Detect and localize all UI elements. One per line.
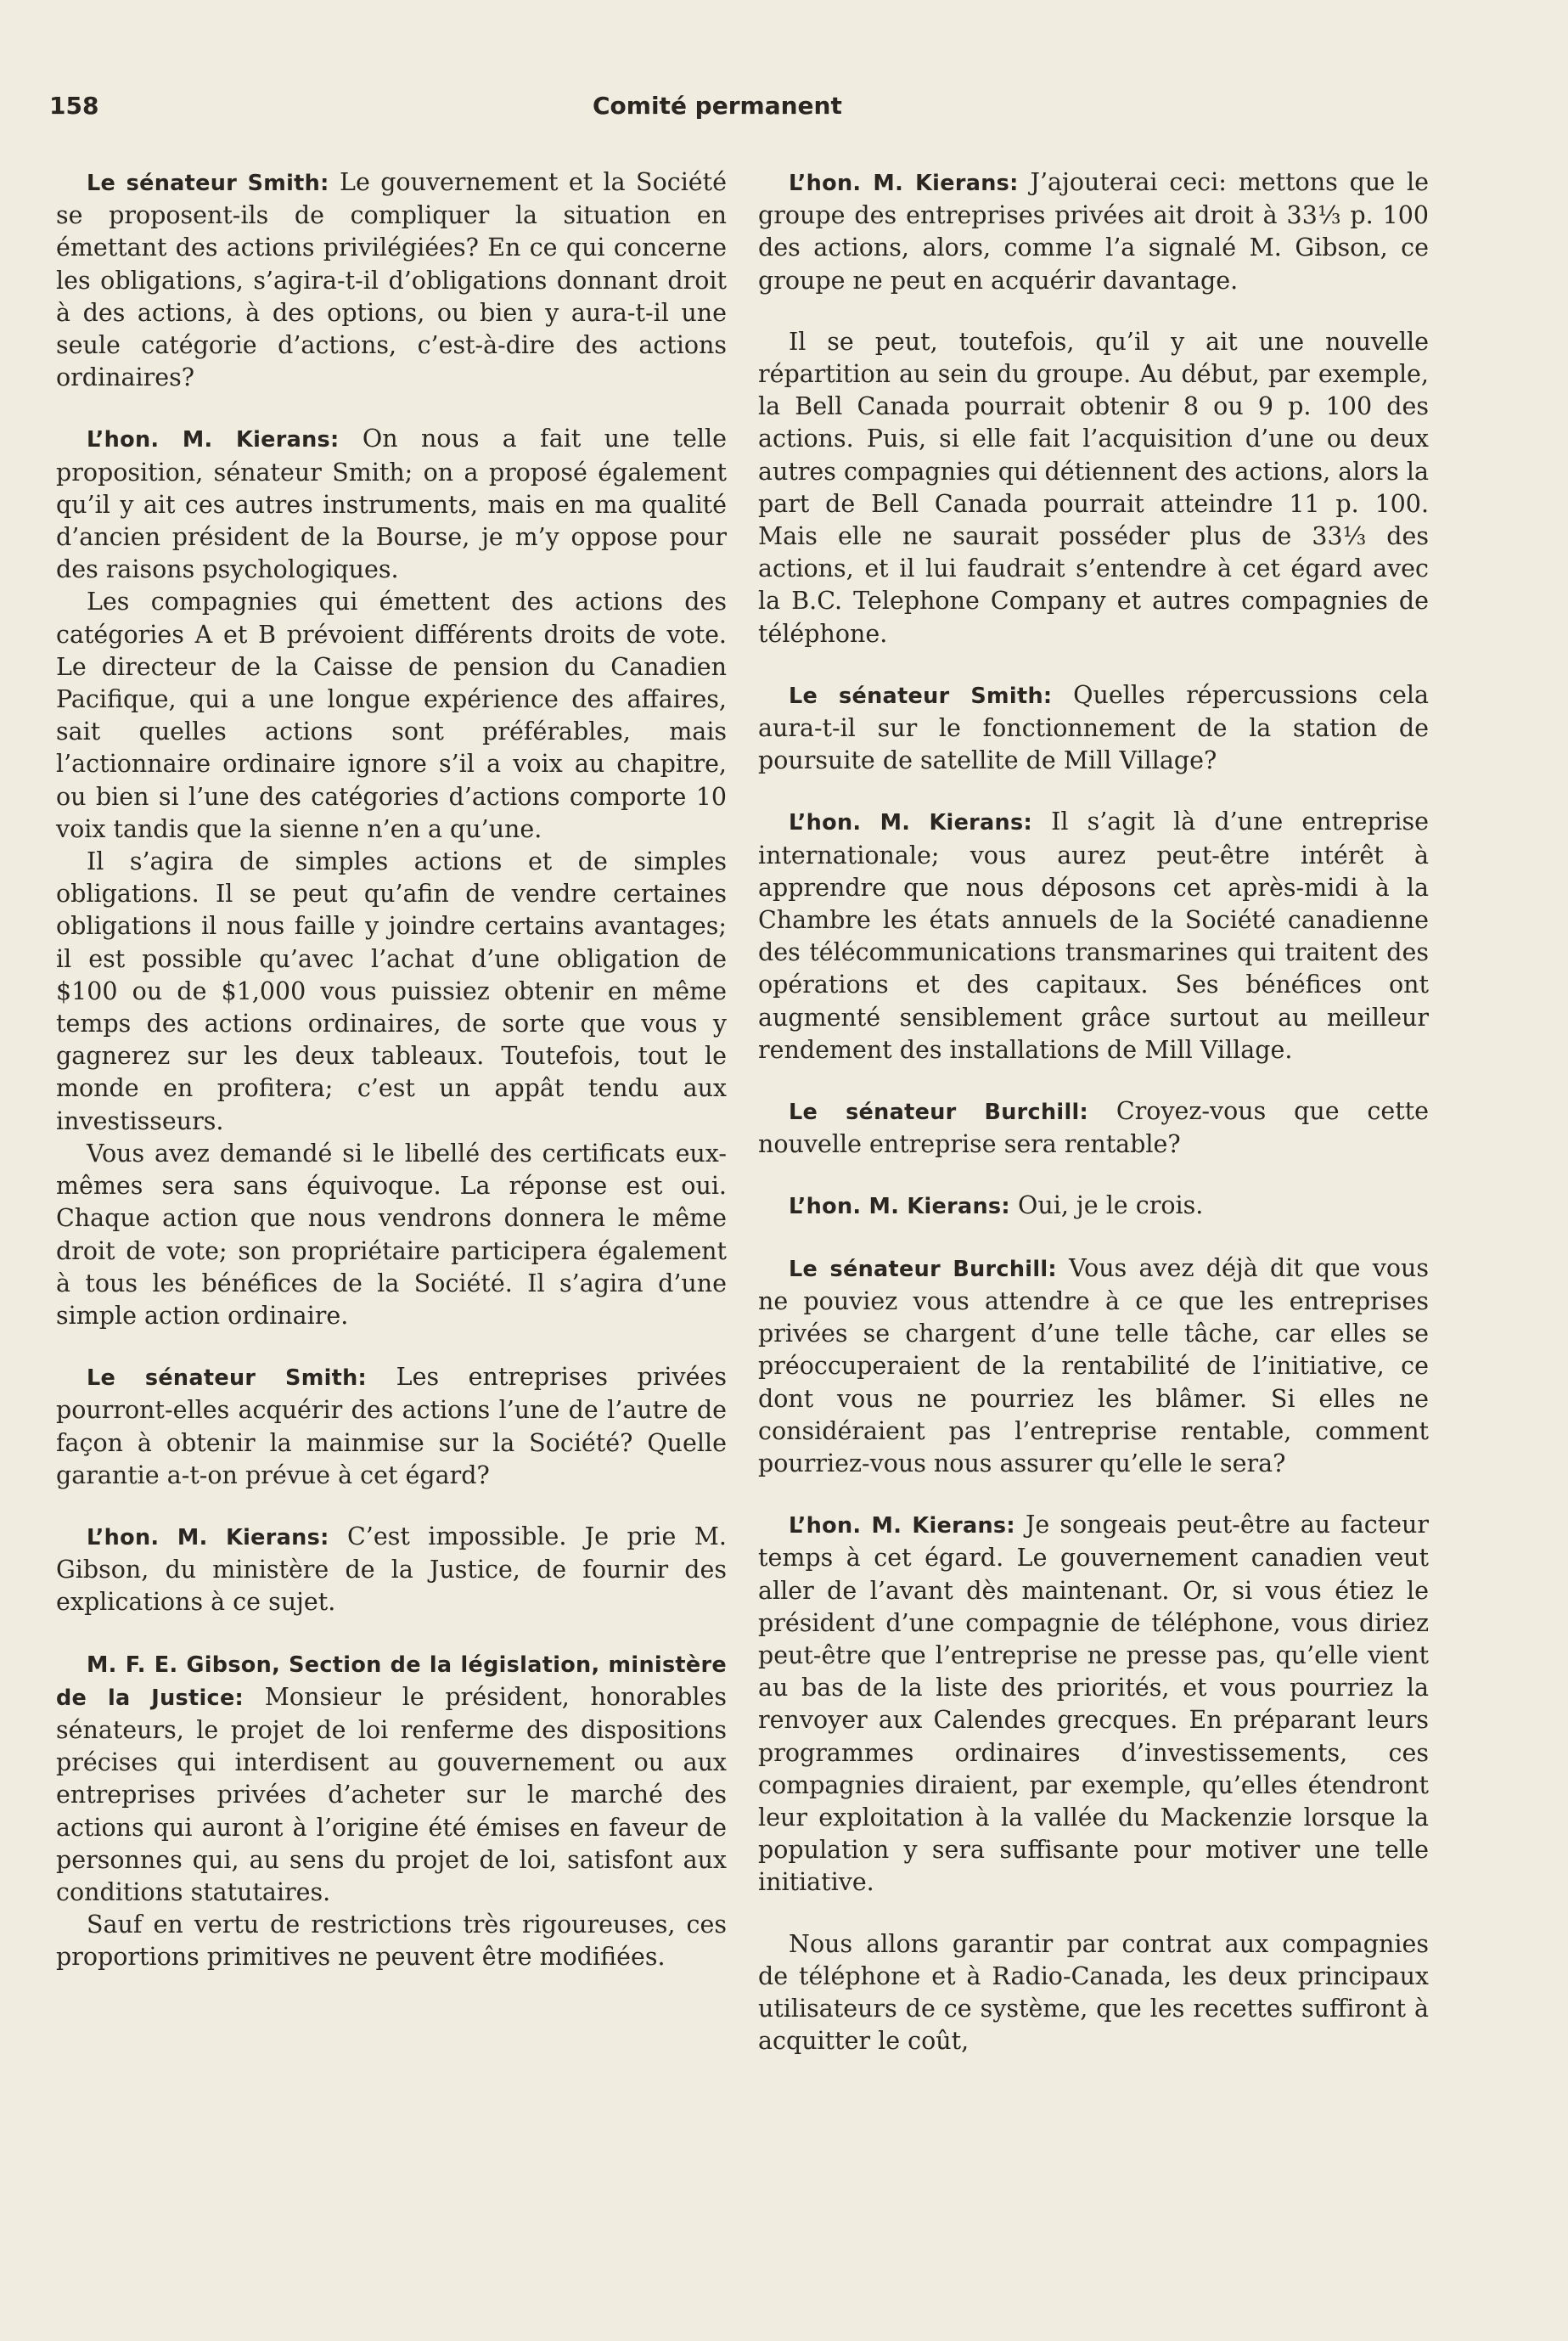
- speaker-name: L’hon. M. Kierans:: [87, 427, 340, 453]
- paragraph: [56, 1648, 727, 1910]
- paragraph: [758, 166, 1429, 297]
- page-header: [49, 92, 864, 134]
- paragraph-text: Je songeais peut-être au facteur temps à cet égard. Le gouvernement canadien veut aller de l’avant dès maintenant. Or, si vous étiez le président d’une compagnie de téléphone, vous diriez peut-être que l’entreprise ne presse pas, qu’elle vient au bas de la liste des priorités, et vous pourriez la renvoyer aux Calendes grecques. En préparant leurs programmes ordinaires d’investissements, ces compagnies diraient, par exemple, qu’elles étendront leur exploitation à la vallée du Mackenzie lorsque la population y sera suffisante pour motiver une telle initiative.: [758, 1511, 1429, 1897]
- paragraph: [758, 806, 1429, 1066]
- paragraph: [758, 1190, 1429, 1223]
- paragraph: [56, 1909, 727, 1973]
- speaker-name: L’hon. M. Kierans:: [789, 810, 1032, 836]
- paragraph: [56, 1361, 727, 1492]
- speaker-name: L’hon. M. Kierans:: [87, 1524, 329, 1550]
- paragraph: [758, 1509, 1429, 1899]
- paragraph-text: Oui, je le crois.: [1009, 1191, 1204, 1220]
- page-number: 158: [49, 92, 99, 120]
- speaker-name: Le sénateur Smith:: [87, 1365, 368, 1392]
- paragraph-text: Monsieur le président, honorables sénateurs, le projet de loi renferme des dispositions précises qui interdisent au gouvernement ou aux entreprises privées d’acheter sur le marché des actions qui auront à l’origine été émises en faveur de personnes qui, au sens du projet de loi, satisfont aux conditions statutaires.: [56, 1682, 727, 1906]
- left-column: [56, 166, 727, 1974]
- paragraph-text: J’ajouterai ceci: mettons que le groupe des entreprises privées ait droit à 33⅓ p. 100 des actions, alors, comme l’a signalé M. Gibson, ce groupe ne peut en acquérir davantage.: [758, 168, 1429, 295]
- paragraph-text: Quelles répercussions cela aura-t-il sur le fonctionnement de la station de poursuite de satellite de Mill Village?: [758, 680, 1429, 775]
- speaker-name: M. F. E. Gibson, Section de la législation, ministère de la Justice:: [56, 1652, 727, 1711]
- paragraph-text: Le gouvernement et la Société se proposent-ils de compliquer la situation en émettant des actions privilégiées? En ce qui concerne les obligations, s’agira-t-il d’obligations donnant droit à des actions, à des options, ou bien y aura-t-il une seule catégorie d’actions, c’est-à-dire des actions ordinaires?: [56, 168, 727, 392]
- paragraph: [56, 423, 727, 586]
- paragraph: [758, 1095, 1429, 1161]
- paragraph: [56, 586, 727, 846]
- speaker-name: Le sénateur Burchill:: [789, 1100, 1089, 1126]
- speaker-name: Le sénateur Burchill:: [789, 1256, 1057, 1282]
- running-title: Comité permanent: [593, 92, 842, 120]
- paragraph-text: C’est impossible. Je prie M. Gibson, du ministère de la Justice, de fournir des explications à ce sujet.: [56, 1522, 727, 1617]
- speaker-name: Le sénateur Smith:: [789, 683, 1053, 709]
- right-column: [758, 166, 1429, 2057]
- paragraph-text: Il s’agit là d’une entreprise internationale; vous aurez peut-être intérêt à apprendre que nous déposons cet après-midi à la Chambre les états annuels de la Société canadienne des télécommunications transmarines qui traitent des opérations et des capitaux. Ses bénéfices ont augmenté sensiblement grâce surtout au meilleur rendement des installations de Mill Village.: [758, 808, 1429, 1064]
- paragraph: [56, 846, 727, 1138]
- paragraph-text: Les entreprises privées pourront-elles acquérir des actions l’une de l’autre de façon à obtenir la mainmise sur la Société? Quelle garantie a-t-on prévue à cet égard?: [56, 1363, 727, 1489]
- speaker-name: L’hon. M. Kierans:: [789, 171, 1019, 196]
- paragraph: [758, 326, 1429, 650]
- paragraph-text: On nous a fait une telle proposition, sénateur Smith; on a proposé également qu’il y ait ces autres instruments, mais en ma qualité d’ancien président de la Bourse, je m’y oppose pour des raisons psychologiques.: [56, 425, 727, 584]
- speaker-name: Le sénateur Smith:: [87, 171, 329, 196]
- paragraph-text: Vous avez demandé si le libellé des certificats eux-mêmes sera sans équivoque. La réponse est oui. Chaque action que nous vendrons donnera le même droit de vote; son propriétaire participera également à tous les bénéfices de la Société. Il s’agira d’une simple action ordinaire.: [56, 1139, 727, 1330]
- paragraph: [758, 679, 1429, 778]
- paragraph: [758, 1928, 1429, 2058]
- paragraph: [758, 1252, 1429, 1480]
- paragraph-text: Sauf en vertu de restrictions très rigoureuses, ces proportions primitives ne peuvent être modifiées.: [56, 1911, 727, 1972]
- speaker-name: L’hon. M. Kierans:: [789, 1513, 1015, 1539]
- paragraph-text: Il se peut, toutefois, qu’il y ait une nouvelle répartition au sein du groupe. Au début, par exemple, la Bell Canada pourrait obtenir 8 ou 9 p. 100 des actions. Puis, si elle fait l’acquisition d’une ou deux autres compagnies qui détiennent des actions, alors la part de Bell Canada pourrait atteindre 11 p. 100. Mais elle ne saurait posséder plus de 33⅓ des actions, et il lui faudrait s’entendre à cet égard avec la B.C. Telephone Company et autres compagnies de téléphone.: [758, 327, 1429, 648]
- paragraph: [56, 1521, 727, 1619]
- paragraph-text: Nous allons garantir par contrat aux compagnies de téléphone et à Radio-Canada, les deux principaux utilisateurs de ce système, que les recettes suffiront à acquitter le coût,: [758, 1929, 1429, 2056]
- paragraph: [56, 1138, 727, 1332]
- paragraph: [56, 166, 727, 394]
- paragraph-text: Vous avez déjà dit que vous ne pouviez vous attendre à ce que les entreprises privées se chargent d’une telle tâche, car elles se préoccuperaient de la rentabilité de l’initiative, ce dont vous ne pourriez les blâmer. Si elles ne considéraient pas l’entreprise rentable, comment pourriez-vous nous assurer qu’elle le sera?: [758, 1253, 1429, 1477]
- speaker-name: L’hon. M. Kierans:: [789, 1194, 1010, 1220]
- paragraph-text: Croyez-vous que cette nouvelle entreprise sera rentable?: [758, 1097, 1429, 1159]
- paragraph-text: Les compagnies qui émettent des actions des catégories A et B prévoient différents droits de vote. Le directeur de la Caisse de pension du Canadien Pacifique, qui a une longue expérience des affaires, sait quelles actions sont préférables, mais l’actionnaire ordinaire ignore s’il a voix au chapitre, ou bien si l’une des catégories d’actions comporte 10 voix tandis que la sienne n’en a qu’une.: [56, 588, 727, 843]
- paragraph-text: Il s’agira de simples actions et de simples obligations. Il se peut qu’afin de vendre certaines obligations il nous faille y joindre certains avantages; il est possible qu’avec l’achat d’une obligation de $100 ou de $1,000 vous puissiez obtenir en même temps des actions ordinaires, de sorte que vous y gagnerez sur les deux tableaux. Toutefois, tout le monde en profitera; c’est un appât tendu aux investisseurs.: [56, 847, 727, 1135]
